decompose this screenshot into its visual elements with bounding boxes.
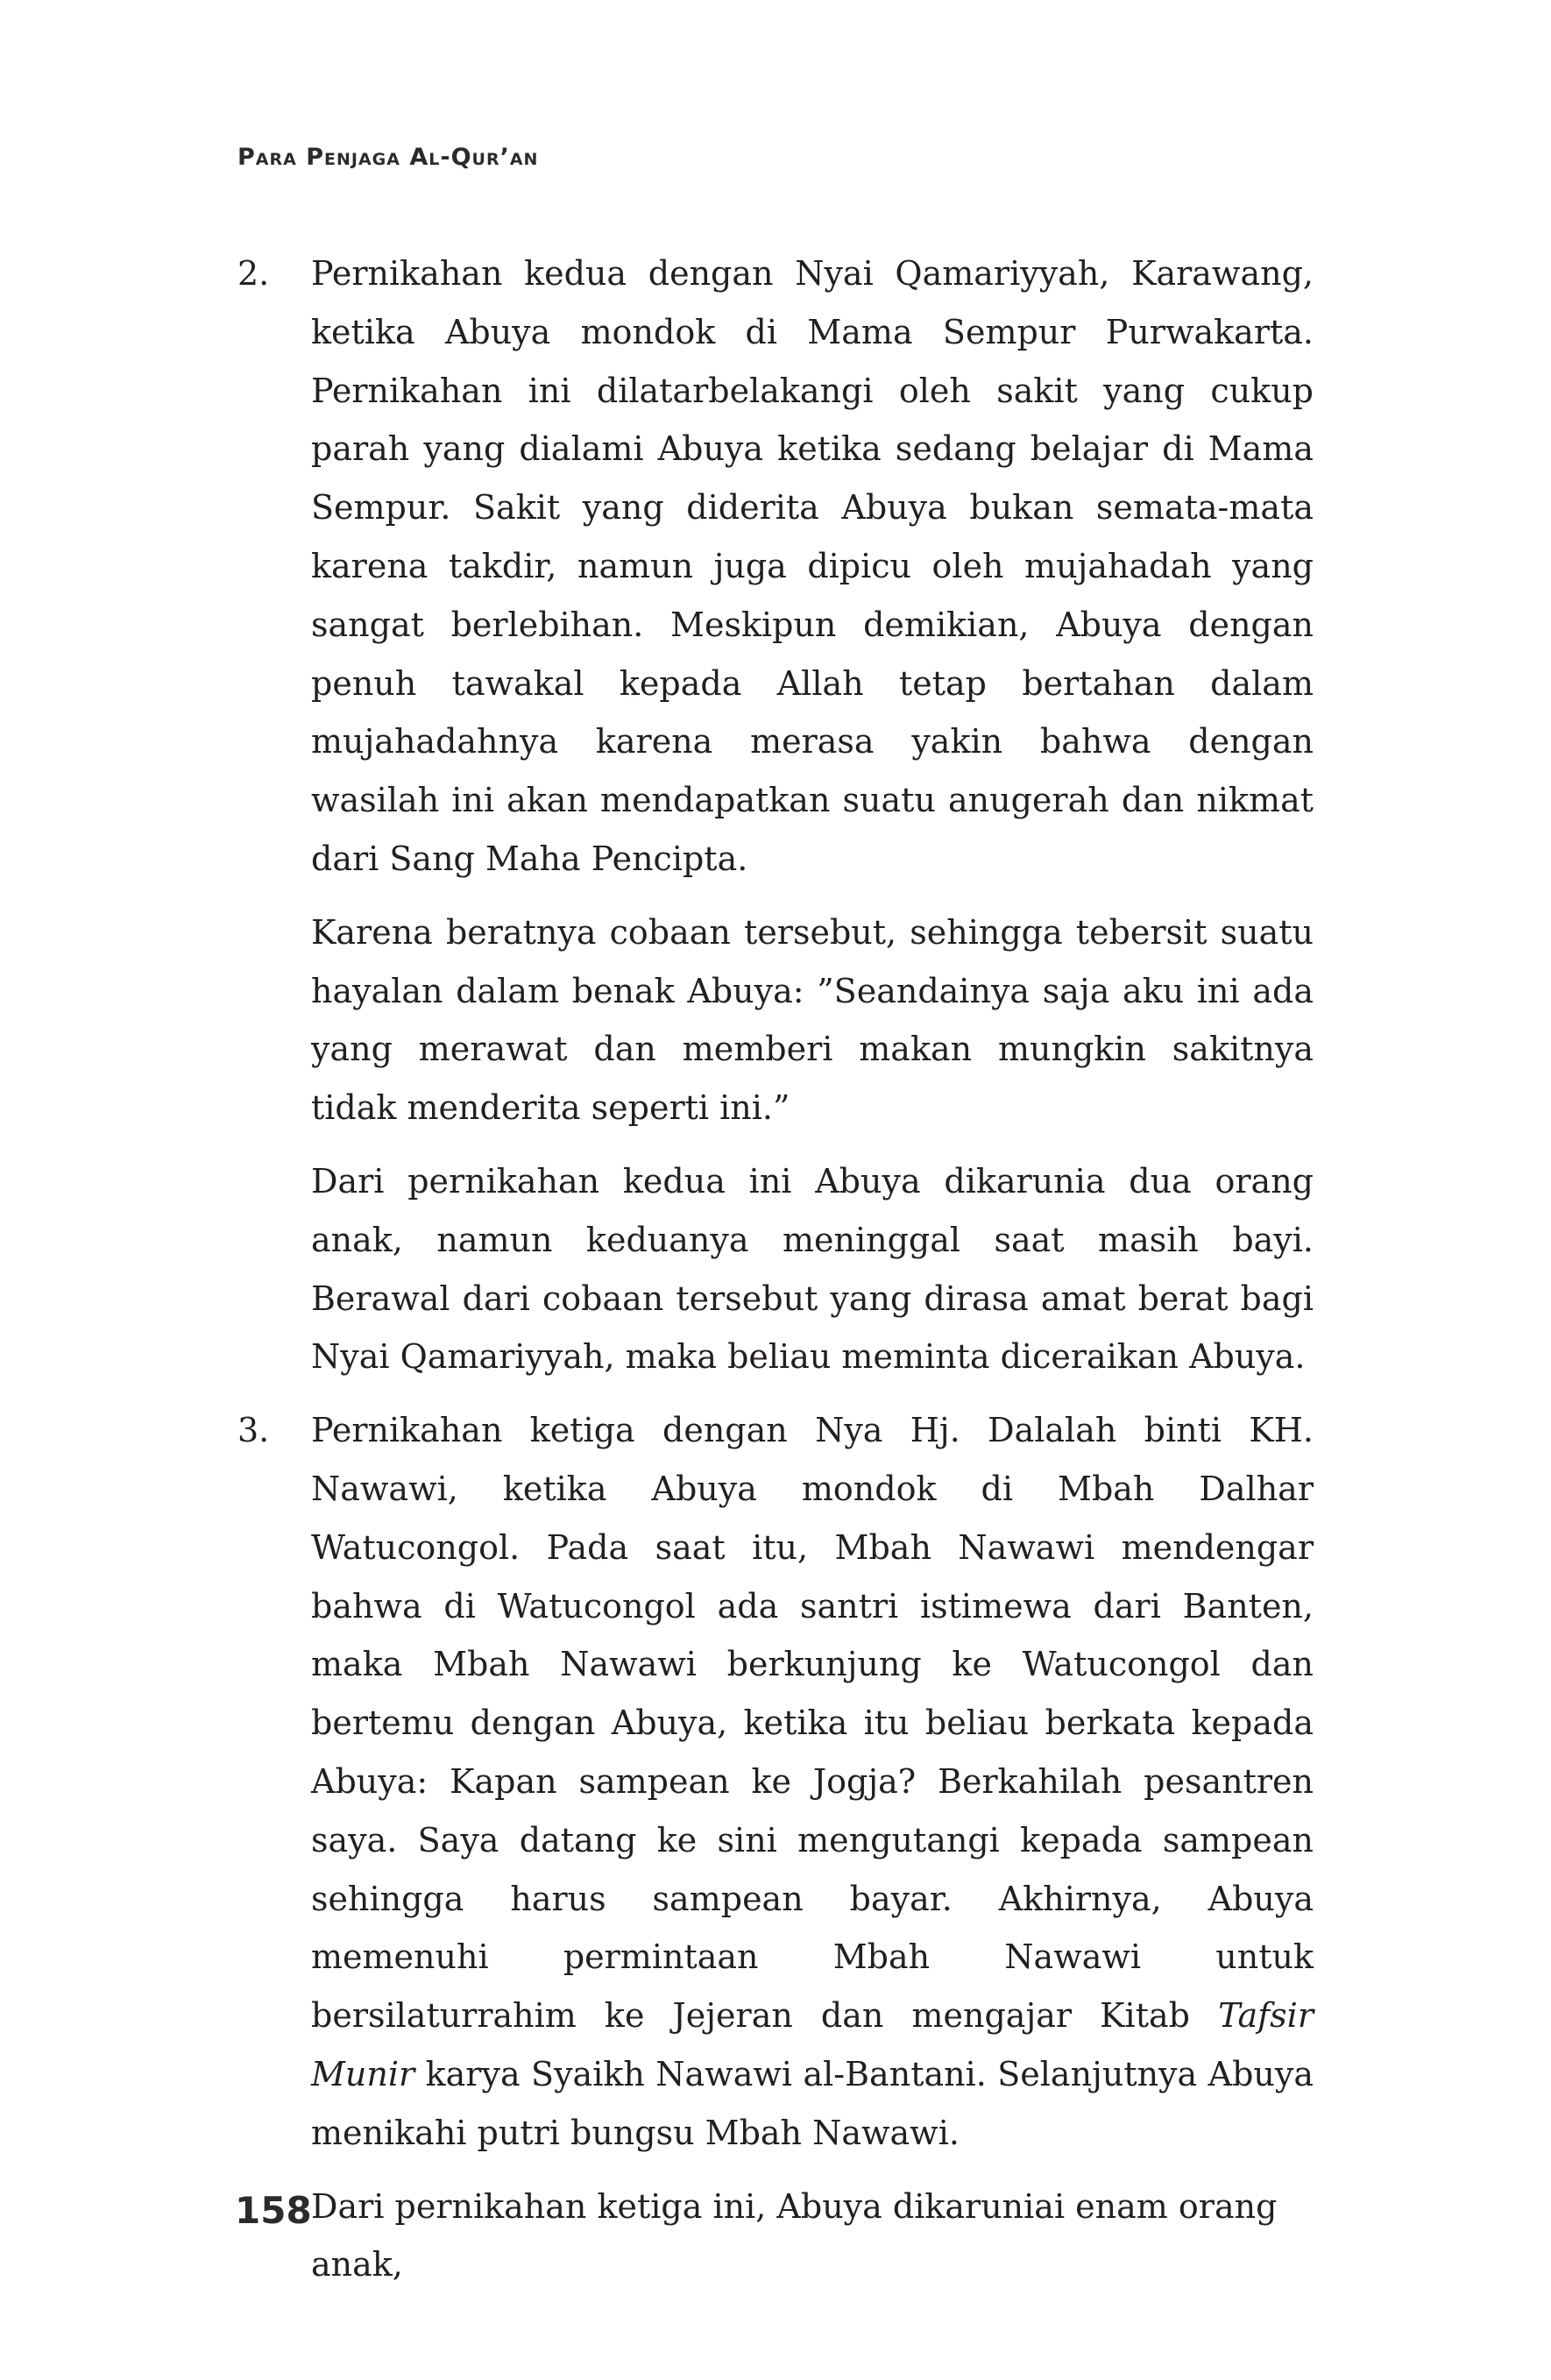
list-item-3 <box>237 1401 1314 2162</box>
running-title: Para Penjaga Al-Qur’an <box>237 144 539 171</box>
paragraph: Pernikahan kedua dengan Nyai Qamariyyah, Karawang, ketika Abuya mondok di Mama Sempur Purwakarta. Pernikahan ini dilatarbelakangi oleh sakit yang cukup parah yang dialami Abuya ketika sedang belajar di Mama Sempur. Sakit yang diderita Abuya bukan semata-mata karena takdir, namun juga dipicu oleh mujahadah yang sangat berlebihan. Meskipun demikian, Abuya dengan penuh tawakal kepada Allah tetap bertahan dalam mujahadahnya karena merasa yakin bahwa dengan wasilah ini akan mendapatkan suatu anugerah dan nikmat dari Sang Maha Pencipta. <box>311 254 1314 878</box>
book-title: Tafsir Munir <box>311 1996 1314 2093</box>
text-run: Pernikahan ketiga dengan Nya Hj. Dalalah binti KH. Nawawi, ketika Abuya mondok di Mbah Dalhar Watucongol. Pada saat itu, Mbah Nawawi mendengar bahwa di Watucongol ada santri istimewa dari Banten, maka Mbah Nawawi berkunjung ke Watucongol dan bertemu dengan Abuya, ketika itu beliau berkata kepada Abuya: Kapan sampean ke Jogja? Berkahilah pesantren saya. Saya datang ke sini mengutangi kepada sampean sehingga harus sampean bayar. Akhirnya, Abuya memenuhi permintaan Mbah Nawawi untuk bersilaturrahim ke Jejeran dan mengajar Kitab <box>311 1411 1314 2036</box>
paragraph <box>311 1401 1314 2162</box>
paragraph: Dari pernikahan kedua ini Abuya dikarunia dua orang anak, namun keduanya meninggal saat masih bayi. Berawal dari cobaan tersebut yang dirasa amat berat bagi Nyai Qamariyyah, maka beliau meminta diceraikan Abuya. <box>311 1161 1314 1377</box>
page-number: 158 <box>235 2189 312 2232</box>
text-run: karya Syaikh Nawawi al-Bantani. Selanjutnya Abuya menikahi putri bungsu Mbah Nawawi. <box>311 2054 1314 2152</box>
page-body <box>237 244 1314 2294</box>
list-item-number: 3. <box>237 1411 270 1450</box>
list-item-number: 2. <box>237 254 270 293</box>
paragraph: Karena beratnya cobaan tersebut, sehingga tebersit suatu hayalan dalam benak Abuya: ”Seandainya saja aku ini ada yang merawat dan memberi makan mungkin sakitnya tidak menderita seperti ini.” <box>311 912 1314 1128</box>
paragraph: Dari pernikahan ketiga ini, Abuya dikaruniai enam orang anak, <box>311 2186 1278 2284</box>
list-item-2 <box>237 244 1314 889</box>
